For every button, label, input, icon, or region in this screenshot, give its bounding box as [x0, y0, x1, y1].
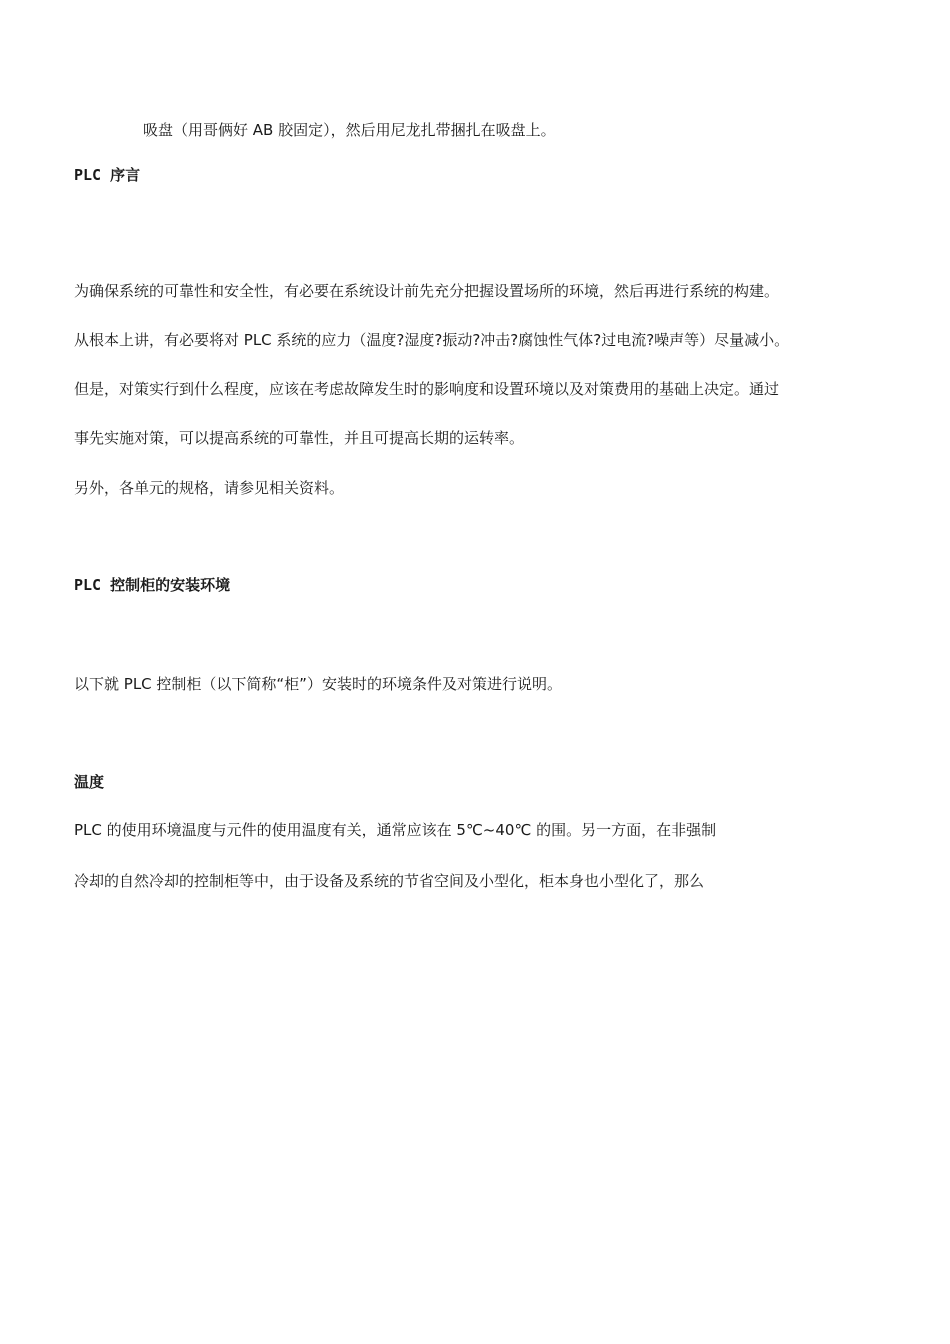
install-paragraph: 以下就 PLC 控制柜（以下简称“柜”）安装时的环境条件及对策进行说明。 [74, 675, 562, 693]
heading-preface: PLC 序言 [74, 166, 141, 184]
preface-paragraph-1: 为确保系统的可靠性和安全性，有必要在系统设计前先充分把握设置场所的环境，然后再进行系统的构建。 [74, 282, 780, 300]
temperature-paragraph-2: 冷却的自然冷却的控制柜等中，由于设备及系统的节省空间及小型化，柜本身也小型化了，那么 [74, 872, 705, 890]
temperature-paragraph-1: PLC 的使用环境温度与元件的使用温度有关，通常应该在 5℃~40℃ 的围。另一方面，在非强制 [74, 821, 717, 839]
preface-paragraph-5: 另外，各单元的规格，请参见相关资料。 [74, 479, 345, 497]
preface-paragraph-3: 但是，对策实行到什么程度，应该在考虑故障发生时的影响度和设置环境以及对策费用的基础上决定。通过 [74, 380, 780, 398]
preface-paragraph-2: 从根本上讲，有必要将对 PLC 系统的应力（温度?湿度?振动?冲击?腐蚀性气体?过电流?噪声等）尽量减小。 [74, 331, 790, 349]
intro-line: 吸盘（用哥俩好 AB 胶固定），然后用尼龙扎带捆扎在吸盘上。 [143, 121, 556, 139]
heading-temperature: 温度 [74, 773, 105, 791]
heading-install: PLC 控制柜的安装环境 [74, 576, 231, 594]
preface-paragraph-4: 事先实施对策，可以提高系统的可靠性，并且可提高长期的运转率。 [74, 429, 525, 447]
